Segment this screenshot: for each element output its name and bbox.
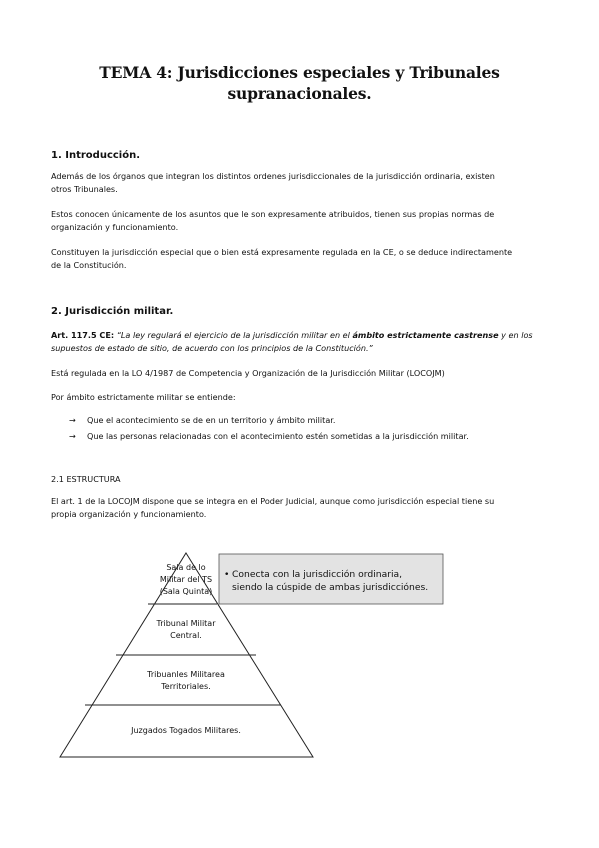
- intro-p1-line1: Además de los órganos que integran los distintos ordenes jurisdiccionales de la jurisdicción ordinaria, existen: [51, 171, 495, 181]
- callout-line1: Conecta con la jurisdicción ordinaria,: [232, 569, 403, 580]
- structure-line1: El art. 1 de la LOCOJM dispone que se integra en el Poder Judicial, aunque como jurisdicción especial tiene su: [51, 496, 495, 506]
- level3-line1: Tribuanles Militarea: [147, 670, 225, 679]
- structure-line2: propia organización y funcionamiento.: [51, 509, 207, 519]
- title-line-1: TEMA 4: Jurisdicciones especiales y Tribunales: [99, 63, 500, 82]
- title-line-2: supranacionales.: [227, 84, 372, 103]
- callout-line2: siendo la cúspide de ambas jurisdicciónes.: [232, 582, 429, 593]
- intro-p1-line2: otros Tribunales.: [51, 184, 118, 194]
- bullet-text-1: Que el acontecimiento se de en un territorio y ámbito militar.: [87, 415, 336, 425]
- section-1-heading: 1. Introducción.: [51, 150, 141, 161]
- intro-p2-line1: Estos conocen únicamente de los asuntos que le son expresamente atribuidos, tienen sus propias normas de: [51, 209, 495, 219]
- level1-line2: Militar del TS: [159, 575, 213, 584]
- level2-line1: Tribunal Militar: [156, 619, 216, 628]
- scope-intro: Por ámbito estrictamente militar se entiende:: [51, 392, 236, 402]
- level4-line1: Juzgados Togados Militares.: [131, 726, 241, 735]
- section-2-1-heading: 2.1 ESTRUCTURA: [51, 474, 121, 484]
- quote-line-2: supuestos de estado de sitio, de acuerdo con los principios de la Constitución.”: [51, 343, 373, 353]
- arrow-icon: →: [69, 415, 76, 425]
- article-reference: Art. 117.5 CE:: [51, 330, 115, 340]
- quote-part-b: y en los: [501, 330, 533, 340]
- level1-line3: (Sala Quinta): [159, 587, 213, 596]
- intro-p3-line1: Constituyen la jurisdicción especial que o bien está expresamente regulada en la CE, o se deduce indirectamente: [51, 247, 513, 257]
- level1-line1: Sala de lo: [166, 563, 206, 572]
- regulation-text: Está regulada en la LO 4/1987 de Competencia y Organización de la Jurisdicción Militar (LOCOJM): [51, 368, 445, 378]
- quote-part-a: “La ley regulará el ejercicio de la jurisdicción militar en el: [116, 330, 350, 340]
- arrow-icon: →: [69, 431, 76, 441]
- intro-p3-line2: de la Constitución.: [51, 260, 127, 270]
- intro-p2-line2: organización y funcionamiento.: [51, 222, 179, 232]
- quote-emphasis: ámbito estrictamente castrense: [352, 330, 499, 340]
- level2-line2: Central.: [170, 631, 202, 640]
- callout-bullet: •: [224, 569, 230, 580]
- section-2-heading: 2. Jurisdicción militar.: [51, 306, 174, 317]
- level3-line2: Territoriales.: [161, 682, 211, 691]
- bullet-text-2: Que las personas relacionadas con el acontecimiento estén sometidas a la jurisdicción militar.: [87, 431, 469, 441]
